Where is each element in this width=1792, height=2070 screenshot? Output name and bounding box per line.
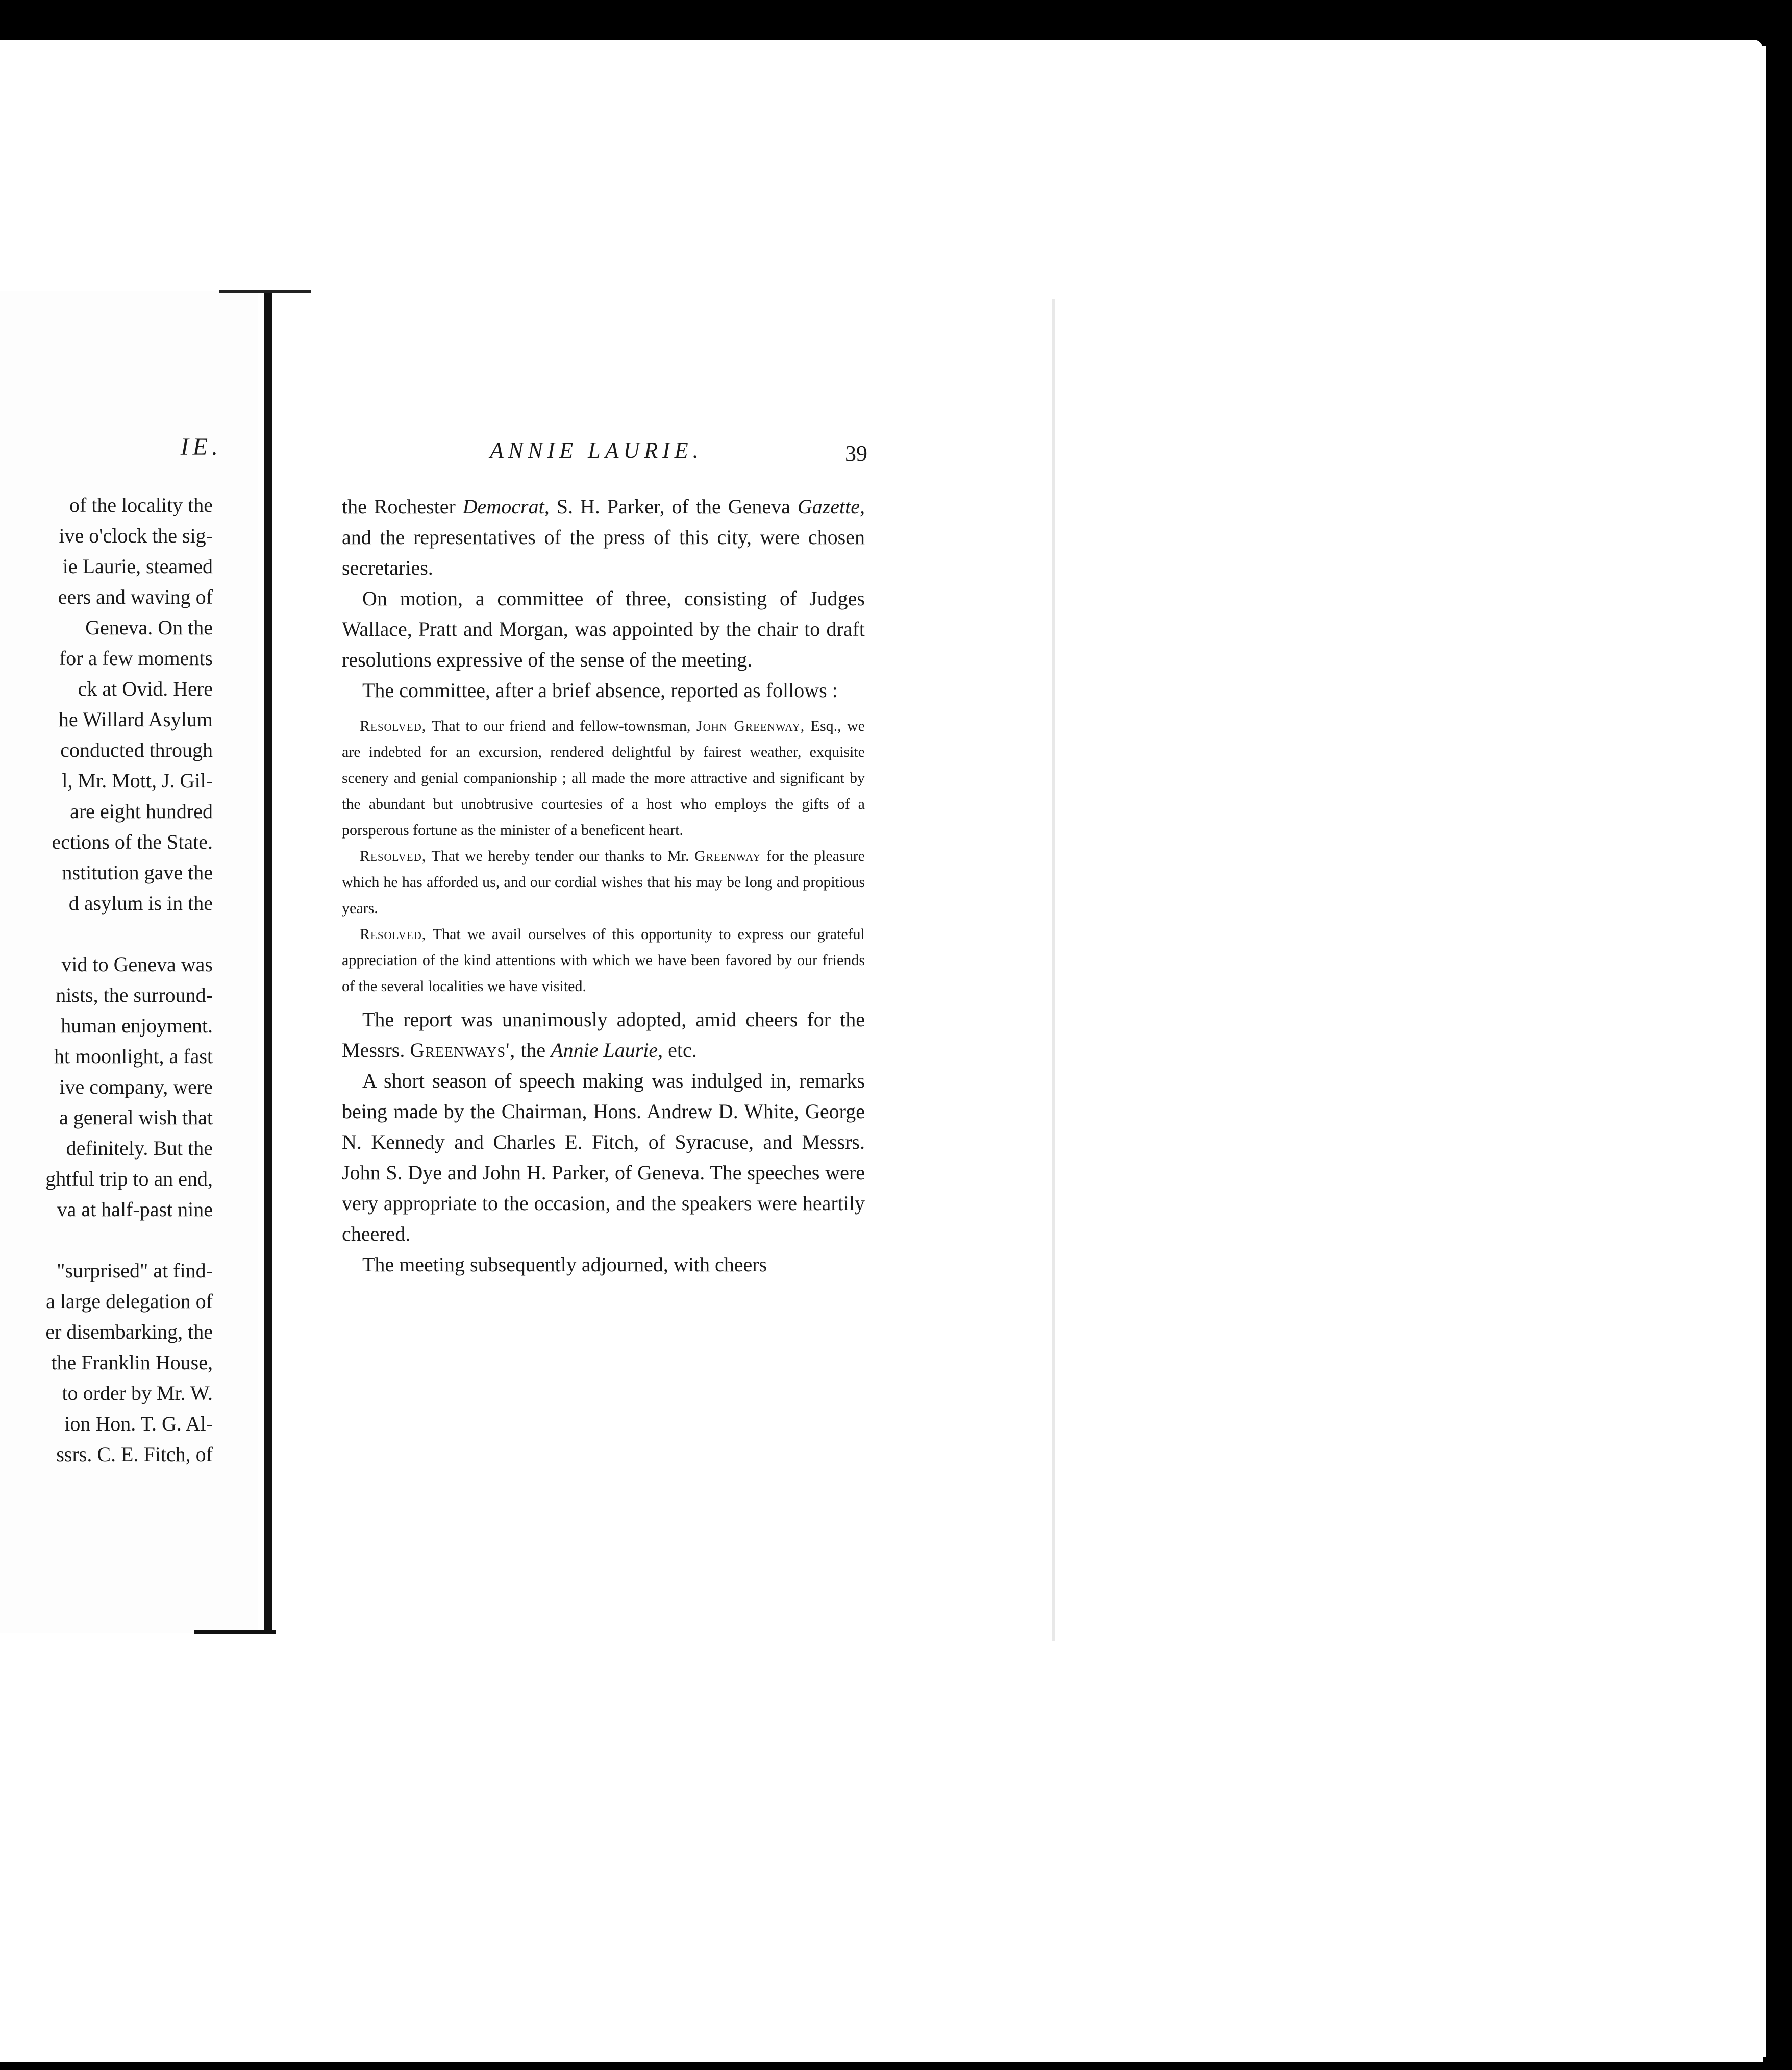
left-page-line: ie Laurie, steamed — [62, 555, 213, 578]
newspaper-title: Democrat, — [462, 495, 550, 518]
page-body — [342, 491, 865, 1280]
left-page-line: conducted through — [60, 738, 213, 761]
text-run: That to our friend and fellow-townsman, — [426, 718, 696, 734]
paragraph-speeches: A short season of speech making was indulged in, remarks being made by the Chairman, Hons. Andrew D. White, George N. Kennedy and Charles E. Fitch, of Syracuse, and Messrs. John S. Dye and John H. Parker, of Geneva. The speeches were very appropriate to the occasion, and the speakers were heartily cheered. — [342, 1069, 865, 1245]
left-page-line: vid to Geneva was — [61, 953, 213, 976]
resolution-3 — [342, 921, 865, 999]
left-page-line: ive company, were — [59, 1075, 213, 1098]
text-run: the Rochester — [342, 495, 463, 518]
newspaper-title: Gazette, — [797, 495, 865, 518]
left-page-line: ht moonlight, a fast — [54, 1045, 213, 1068]
left-running-head: IE. — [180, 433, 222, 460]
text-run: S. H. Parker, of the Geneva — [549, 495, 798, 518]
left-page-line: "surprised" at find- — [57, 1259, 213, 1282]
left-page-line: er disembarking, the — [45, 1320, 213, 1343]
text-run: and the representatives of the press of this city, were chosen secretaries. — [342, 526, 865, 579]
book-gutter — [264, 291, 272, 1633]
left-page-line: a general wish that — [59, 1106, 213, 1129]
text-run: The report was unanimously adopted, amid cheers for the Messrs. — [342, 1008, 865, 1062]
scan-edge — [1755, 46, 1766, 2057]
paragraph-adopted — [342, 1004, 865, 1066]
left-page-line: a large delegation of — [46, 1290, 213, 1313]
left-page-line: l, Mr. Mott, J. Gil- — [62, 769, 213, 792]
left-page-line: the Franklin House, — [51, 1351, 213, 1374]
paragraph-report: The committee, after a brief absence, reported as follows : — [362, 679, 838, 702]
left-page-line: for a few moments — [59, 647, 213, 670]
left-page-line: eers and waving of — [58, 585, 213, 608]
left-page-line — [0, 1225, 213, 1255]
resolution-1 — [342, 713, 865, 843]
paragraph-adjourned: The meeting subsequently adjourned, with cheers — [362, 1253, 767, 1276]
resolutions-block — [342, 713, 865, 999]
person-name: John Greenway, — [696, 718, 805, 734]
left-page-line: d asylum is in the — [68, 892, 213, 915]
left-page-line: ion Hon. T. G. Al- — [64, 1412, 213, 1435]
left-page-line: ck at Ovid. Here — [78, 677, 213, 700]
text-run: That we hereby tender our thanks to Mr. — [426, 848, 695, 865]
left-page-line: va at half-past nine — [57, 1198, 213, 1221]
paragraph-secretaries — [342, 491, 865, 583]
left-page — [0, 291, 258, 1633]
text-run: Esq., we are indebted for an excursion, rendered delightful by fairest weather, exquisite scenery and genial companionship ; all made the more attractive and significant by the abundant but unobtrusive courtesies of a host who employs the gifts of a porsperous fortune as the minister of a beneficent heart. — [342, 718, 865, 839]
boat-name: Annie Laurie, — [551, 1039, 663, 1062]
left-page-line: ghtful trip to an end, — [45, 1167, 213, 1190]
left-page-line: ive o'clock the sig- — [59, 524, 213, 547]
page-number: 39 — [845, 441, 867, 466]
left-page-line: ssrs. C. E. Fitch, of — [56, 1443, 213, 1466]
text-run: the — [515, 1039, 551, 1062]
resolution-2 — [342, 843, 865, 921]
gutter-shadow-top — [219, 290, 311, 293]
resolved-label: Resolved, — [360, 718, 427, 734]
person-name: Greenway — [694, 848, 761, 865]
left-page-line: human enjoyment. — [61, 1014, 213, 1037]
resolved-label: Resolved, — [360, 848, 427, 865]
left-page-line: of the locality the — [69, 494, 213, 516]
text-run: for the pleasure which he has afforded us, and our cordial wishes that his may be long and propitious years. — [342, 848, 865, 917]
left-page-line: are eight hundred — [70, 800, 213, 823]
text-run: That we avail ourselves of this opportunity to express our grateful appreciation of the kind attentions with which we have been favored by our friends of the several localities we have visited. — [342, 926, 865, 995]
left-page-line: definitely. But the — [66, 1137, 213, 1160]
paragraph-committee: On motion, a committee of three, consisting of Judges Wallace, Pratt and Morgan, was appointed by the chair to draft resolutions expressive of the sense of the meeting. — [342, 587, 865, 671]
left-page-line: to order by Mr. W. — [62, 1382, 213, 1404]
left-page-line: nstitution gave the — [62, 861, 213, 884]
left-page-line: ections of the State. — [52, 830, 213, 853]
left-page-line — [0, 919, 213, 949]
left-page-line: Geneva. On the — [85, 616, 213, 639]
left-page-text — [0, 490, 213, 1470]
left-page-line: nists, the surround- — [56, 983, 213, 1006]
person-name: Greenways', — [410, 1039, 516, 1062]
left-page-line: he Willard Asylum — [58, 708, 213, 731]
running-head: ANNIE LAURIE. — [490, 438, 703, 463]
right-page — [276, 299, 1055, 1641]
resolved-label: Resolved, — [360, 926, 427, 943]
text-run: etc. — [663, 1039, 697, 1062]
